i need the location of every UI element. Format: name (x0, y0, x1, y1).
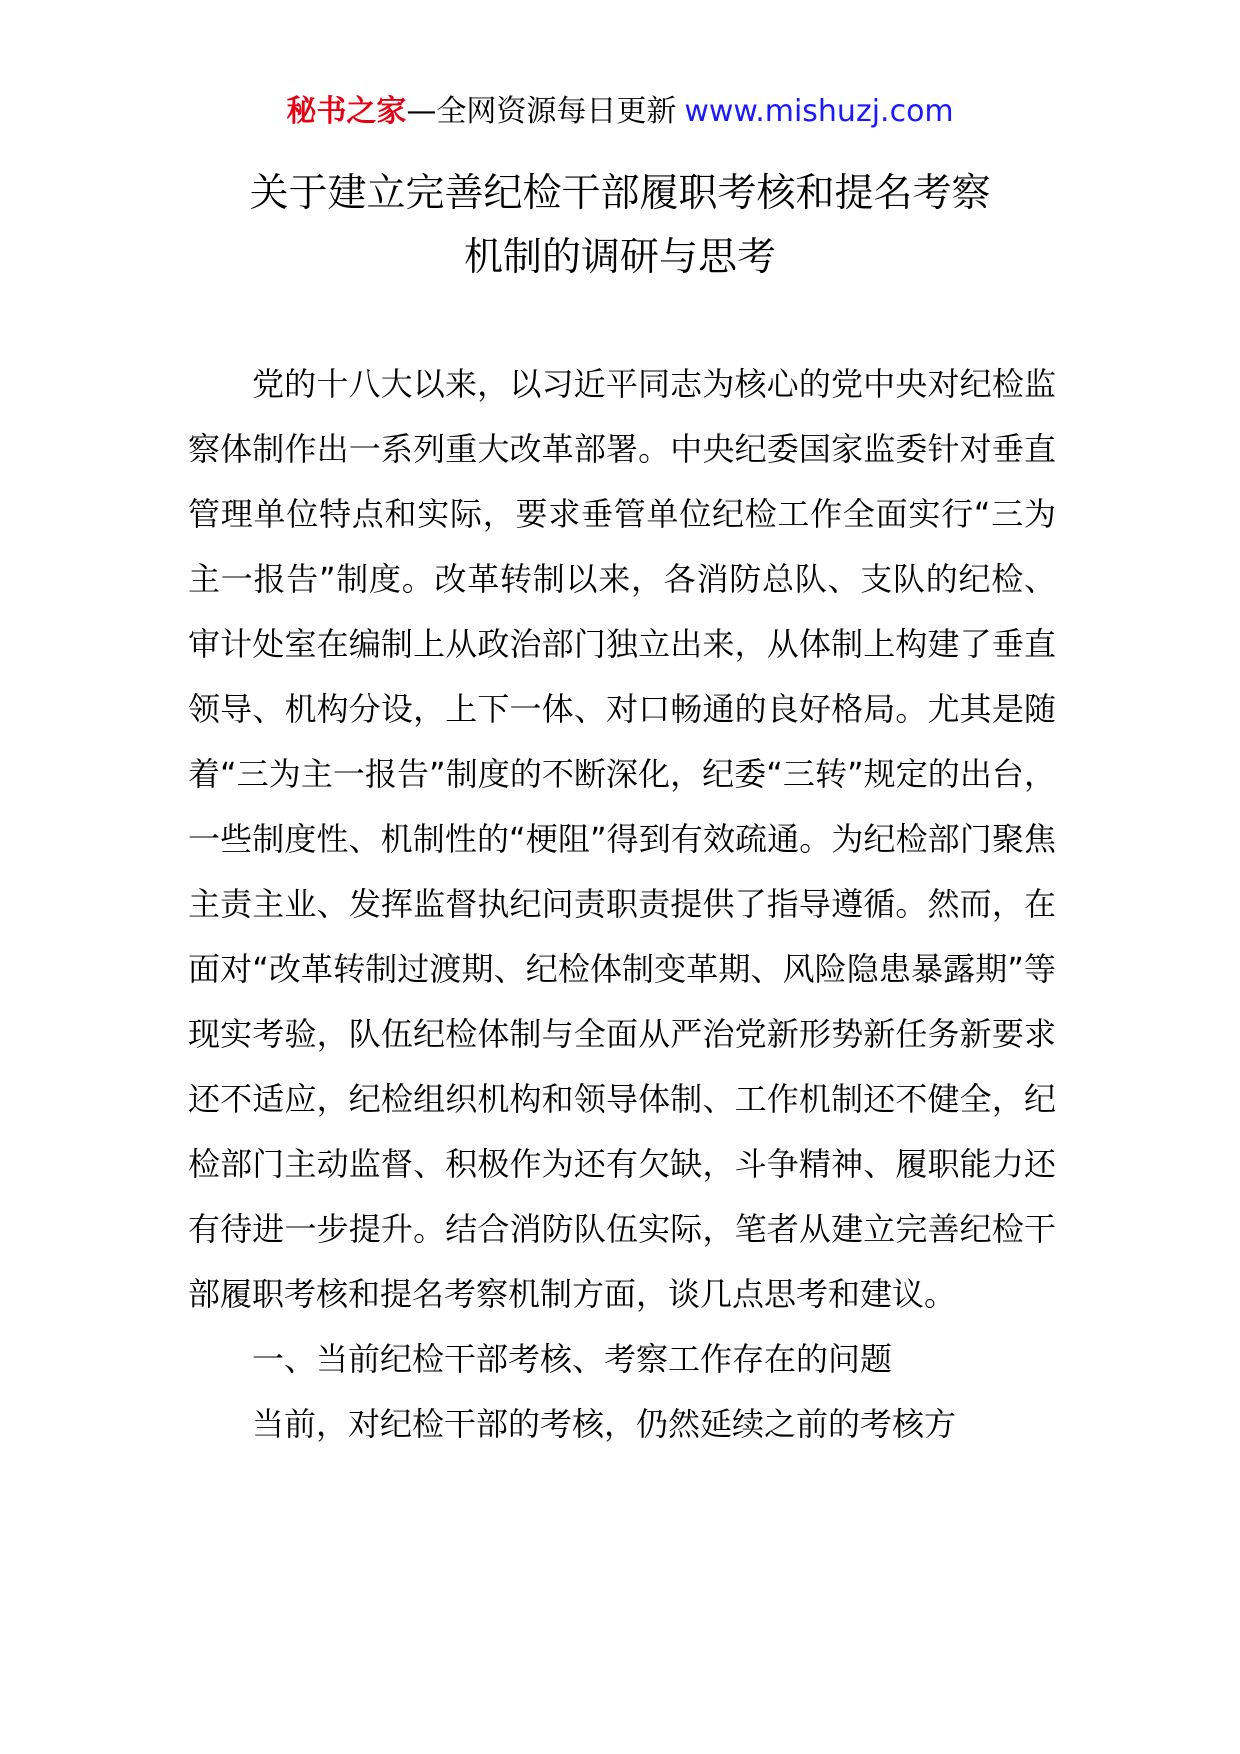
site-header (0, 92, 1240, 132)
section-heading-1: 一、当前纪检干部考核、考察工作存在的问题 (252, 1340, 893, 1378)
title-line-1: 关于建立完善纪检干部履职考核和提名考察 (249, 171, 991, 216)
title-line-2: 机制的调研与思考 (463, 235, 776, 280)
site-tagline: —全网资源每日更新 (406, 94, 677, 129)
body-paragraph-1: 党的十八大以来，以习近平同志为核心的党中央对纪检监察体制作出一系列重大改革部署。中央纪委国家监委针对垂直管理单位特点和实际，要求垂管单位纪检工作全面实行“三为主一报告”制度。改革转制以来，各消防总队、支队的纪检、审计处室在编制上从政治部门独立出来，从体制上构建了垂直领导、机构分设，上下一体、对口畅通的良好格局。尤其是随着“三为主一报告”制度的不断深化，纪委“三转”规定的出台，一些制度性、机制性的“梗阻”得到有效疏通。为纪检部门聚焦主责主业、发挥监督执纪问责职责提供了指导遵循。然而，在面对“改革转制过渡期、纪检体制变革期、风险隐患暴露期”等现实考验，队伍纪检体制与全面从严治党新形势新任务新要求还不适应，纪检组织机构和领导体制、工作机制还不健全，纪检部门主动监督、积极作为还有欠缺，斗争精神、履职能力还有待进一步提升。结合消防队伍实际，笔者从建立完善纪检干部履职考核和提名考察机制方面，谈几点思考和建议。 (188, 365, 1056, 1313)
body-paragraph-2: 当前，对纪检干部的考核，仍然延续之前的考核方 (252, 1405, 957, 1443)
site-url-link[interactable]: www.mishuzj.com (684, 94, 954, 129)
document-title (0, 162, 1240, 290)
brand-name: 秘书之家 (286, 94, 407, 129)
document-body (188, 352, 1056, 1457)
